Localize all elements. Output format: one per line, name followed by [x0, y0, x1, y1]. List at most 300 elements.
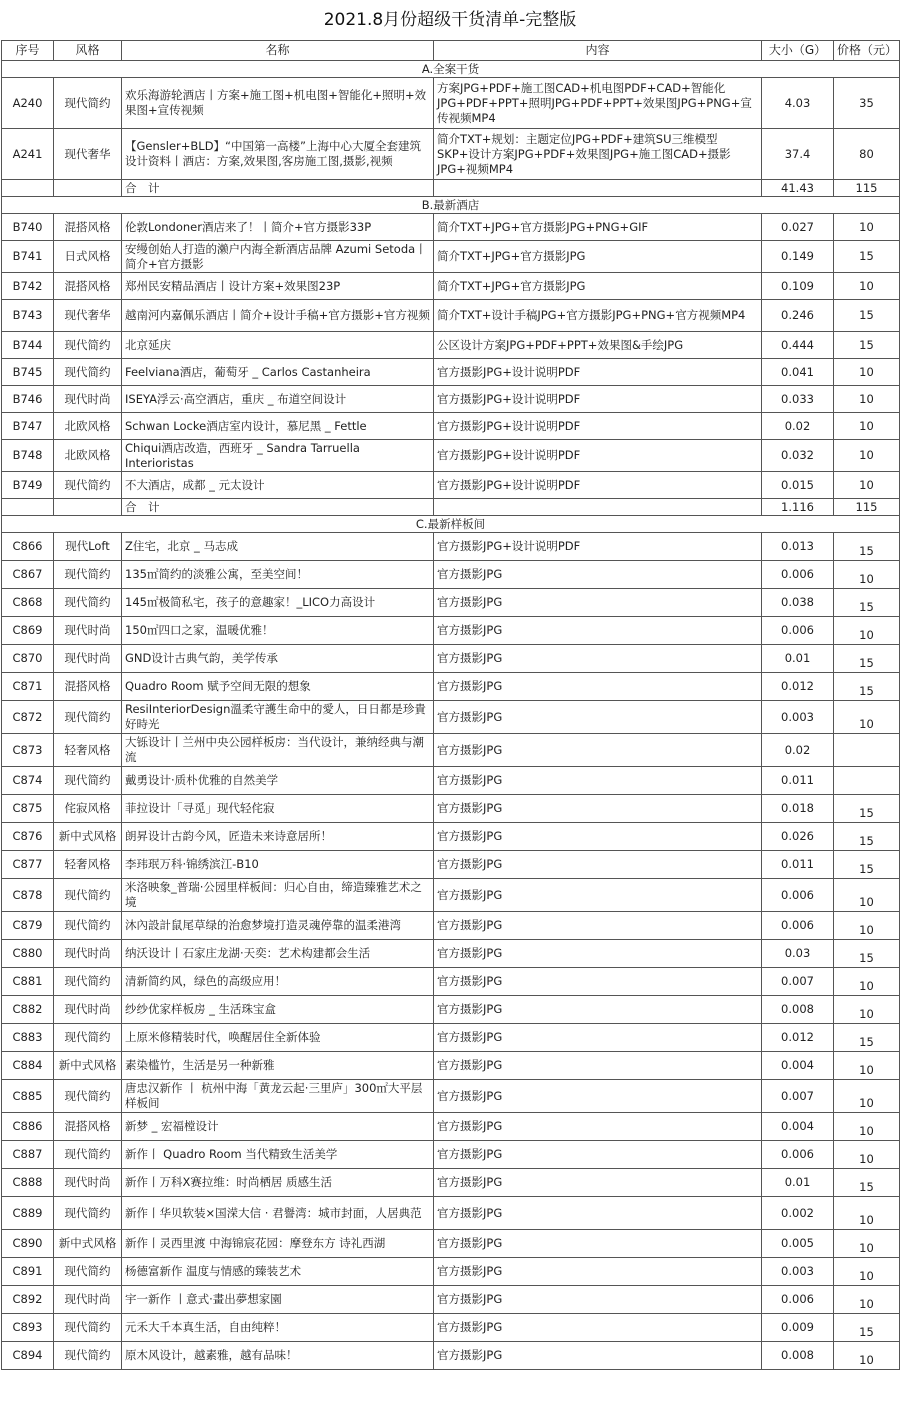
table-row — [2, 241, 900, 273]
row-name: 元禾大千本真生活，自由纯粹！ — [122, 1314, 434, 1342]
row-price: 10 — [834, 386, 900, 413]
row-id: A240 — [2, 78, 54, 129]
row-content: 官方摄影JPG+设计说明PDF — [434, 533, 762, 561]
total-empty — [2, 499, 54, 516]
row-content: 官方摄影JPG+设计说明PDF — [434, 359, 762, 386]
table-row — [2, 1314, 900, 1342]
row-size: 0.026 — [762, 823, 834, 851]
row-price: 10 — [834, 1052, 900, 1080]
row-style: 混搭风格 — [54, 273, 122, 300]
row-style: 现代奢华 — [54, 129, 122, 180]
row-price: 15 — [834, 645, 900, 673]
row-content: 官方摄影JPG — [434, 1197, 762, 1230]
row-name: 上原米修精装时代，唤醒居住全新体验 — [122, 1024, 434, 1052]
row-size: 0.006 — [762, 879, 834, 912]
row-size: 0.011 — [762, 851, 834, 879]
row-price: 15 — [834, 673, 900, 701]
row-id: B749 — [2, 472, 54, 499]
total-empty — [434, 499, 762, 516]
row-content: 官方摄影JPG — [434, 996, 762, 1024]
row-size: 0.003 — [762, 1258, 834, 1286]
row-price: 15 — [834, 823, 900, 851]
row-id: A241 — [2, 129, 54, 180]
row-name: 纳沃设计丨石家庄龙湖·天奕：艺术构建都会生活 — [122, 940, 434, 968]
table-row — [2, 1080, 900, 1113]
table-row — [2, 1024, 900, 1052]
row-price: 15 — [834, 795, 900, 823]
row-style: 现代奢华 — [54, 300, 122, 332]
row-id: B741 — [2, 241, 54, 273]
row-price: 15 — [834, 1169, 900, 1197]
row-name: 新梦 _ 宏福樘设计 — [122, 1113, 434, 1141]
row-content: 官方摄影JPG — [434, 1024, 762, 1052]
section-header: C.最新样板间 — [2, 516, 900, 533]
table-row — [2, 734, 900, 767]
row-style: 现代简约 — [54, 1080, 122, 1113]
row-name: 145㎡极简私宅，孩子的意趣家！_LICO力高设计 — [122, 589, 434, 617]
table-row — [2, 440, 900, 472]
row-id: C877 — [2, 851, 54, 879]
row-size: 0.01 — [762, 645, 834, 673]
total-price: 115 — [834, 499, 900, 516]
row-price: 10 — [834, 1230, 900, 1258]
row-id: C872 — [2, 701, 54, 734]
table-row — [2, 589, 900, 617]
row-style: 现代简约 — [54, 1258, 122, 1286]
table-row — [2, 300, 900, 332]
row-style: 现代简约 — [54, 968, 122, 996]
row-id: B743 — [2, 300, 54, 332]
row-price — [834, 767, 900, 795]
table-row — [2, 996, 900, 1024]
table-row — [2, 1113, 900, 1141]
row-name: 【Gensler+BLD】“中国第一高楼”上海中心大厦全套建筑设计资料丨酒店：方案,效果图,客房施工图,摄影,视频 — [122, 129, 434, 180]
table-row — [2, 1286, 900, 1314]
row-content: 官方摄影JPG — [434, 1141, 762, 1169]
row-size: 0.01 — [762, 1169, 834, 1197]
row-price: 15 — [834, 851, 900, 879]
row-style: 现代简约 — [54, 472, 122, 499]
row-content: 官方摄影JPG — [434, 1314, 762, 1342]
row-name: 戴勇设计·质朴优雅的自然美学 — [122, 767, 434, 795]
row-price: 10 — [834, 968, 900, 996]
table-row — [2, 645, 900, 673]
row-content: 官方摄影JPG — [434, 701, 762, 734]
row-size: 0.246 — [762, 300, 834, 332]
table-row — [2, 968, 900, 996]
row-price: 10 — [834, 1286, 900, 1314]
row-price: 10 — [834, 1258, 900, 1286]
column-header: 价格（元） — [834, 41, 900, 61]
row-size: 0.006 — [762, 1141, 834, 1169]
row-price: 15 — [834, 241, 900, 273]
row-size: 0.009 — [762, 1314, 834, 1342]
row-content: 官方摄影JPG — [434, 1258, 762, 1286]
row-style: 现代时尚 — [54, 940, 122, 968]
row-id: C893 — [2, 1314, 54, 1342]
row-content: 官方摄影JPG — [434, 1113, 762, 1141]
row-size: 37.4 — [762, 129, 834, 180]
table-row — [2, 879, 900, 912]
row-id: C871 — [2, 673, 54, 701]
row-name: 不大酒店，成都 _ 元太设计 — [122, 472, 434, 499]
row-name: 米洛映象_普瑞·公园里样板间：归心自由，缔造臻雅艺术之境 — [122, 879, 434, 912]
row-price: 15 — [834, 533, 900, 561]
row-content: 官方摄影JPG — [434, 823, 762, 851]
row-name: 150㎡四口之家，温暖优雅！ — [122, 617, 434, 645]
row-size: 0.008 — [762, 996, 834, 1024]
row-style: 现代时尚 — [54, 1286, 122, 1314]
row-content: 公区设计方案JPG+PDF+PPT+效果图&手绘JPG — [434, 332, 762, 359]
row-content: 官方摄影JPG — [434, 879, 762, 912]
column-header: 名称 — [122, 41, 434, 61]
row-id: C875 — [2, 795, 54, 823]
row-style: 新中式风格 — [54, 1052, 122, 1080]
row-price: 80 — [834, 129, 900, 180]
section-header-row — [2, 197, 900, 214]
row-size: 0.012 — [762, 1024, 834, 1052]
row-content: 官方摄影JPG — [434, 1052, 762, 1080]
row-content: 官方摄影JPG — [434, 589, 762, 617]
row-content: 官方摄影JPG — [434, 561, 762, 589]
table-row — [2, 1197, 900, 1230]
header-row — [2, 41, 900, 61]
row-content: 简介TXT+规划：主题定位JPG+PDF+建筑SU三维模型SKP+设计方案JPG+PDF+效果图JPG+施工图CAD+摄影JPG+视频MP4 — [434, 129, 762, 180]
row-name: 朗昇设计古韵今风，匠造未来诗意居所！ — [122, 823, 434, 851]
row-size: 0.038 — [762, 589, 834, 617]
row-style: 现代简约 — [54, 561, 122, 589]
section-header: B.最新酒店 — [2, 197, 900, 214]
row-content: 简介TXT+设计手稿JPG+官方摄影JPG+PNG+官方视频MP4 — [434, 300, 762, 332]
row-style: 轻奢风格 — [54, 851, 122, 879]
row-id: B745 — [2, 359, 54, 386]
row-price: 10 — [834, 273, 900, 300]
row-content: 官方摄影JPG+设计说明PDF — [434, 386, 762, 413]
row-size: 0.004 — [762, 1113, 834, 1141]
row-size: 0.444 — [762, 332, 834, 359]
row-id: C889 — [2, 1197, 54, 1230]
row-name: 清新简约风，绿色的高级应用！ — [122, 968, 434, 996]
row-name: 原木风设计，越素雅，越有品味！ — [122, 1342, 434, 1370]
column-header: 风格 — [54, 41, 122, 61]
table-row — [2, 332, 900, 359]
row-name: Z住宅，北京 _ 马志成 — [122, 533, 434, 561]
row-name: Quadro Room 赋予空间无限的想象 — [122, 673, 434, 701]
row-style: 现代时尚 — [54, 1169, 122, 1197]
total-size: 1.116 — [762, 499, 834, 516]
row-price: 10 — [834, 1342, 900, 1370]
row-id: C894 — [2, 1342, 54, 1370]
row-name: 唐忠汉新作 丨 杭州中海「黄龙云起·三里庐」300㎡大平层样板间 — [122, 1080, 434, 1113]
row-style: 日式风格 — [54, 241, 122, 273]
table-row — [2, 1169, 900, 1197]
row-style: 轻奢风格 — [54, 734, 122, 767]
row-name: 135㎡简约的淡雅公寓，至美空间！ — [122, 561, 434, 589]
row-content: 方案JPG+PDF+施工图CAD+机电图PDF+CAD+智能化JPG+PDF+PPT+照明JPG+PDF+PPT+效果图JPG+PNG+宣传视频MP4 — [434, 78, 762, 129]
row-size: 0.008 — [762, 1342, 834, 1370]
row-price: 10 — [834, 440, 900, 472]
row-style: 现代简约 — [54, 589, 122, 617]
row-id: C883 — [2, 1024, 54, 1052]
row-size: 0.018 — [762, 795, 834, 823]
row-id: C878 — [2, 879, 54, 912]
row-content: 官方摄影JPG+设计说明PDF — [434, 440, 762, 472]
row-id: C870 — [2, 645, 54, 673]
row-name: 欢乐海游轮酒店丨方案+施工图+机电图+智能化+照明+效果图+宣传视频 — [122, 78, 434, 129]
row-content: 官方摄影JPG+设计说明PDF — [434, 413, 762, 440]
row-size: 0.027 — [762, 214, 834, 241]
row-id: C873 — [2, 734, 54, 767]
row-price: 10 — [834, 879, 900, 912]
table-row — [2, 795, 900, 823]
total-row — [2, 499, 900, 516]
row-price: 10 — [834, 1080, 900, 1113]
row-price: 15 — [834, 1314, 900, 1342]
total-empty — [2, 180, 54, 197]
row-name: 安缦创始人打造的濑户内海全新酒店品牌 Azumi Setoda丨简介+官方摄影 — [122, 241, 434, 273]
row-name: 新作丨万科X赛拉维：时尚栖居 质感生活 — [122, 1169, 434, 1197]
row-size: 0.015 — [762, 472, 834, 499]
row-size: 0.002 — [762, 1197, 834, 1230]
row-price: 10 — [834, 912, 900, 940]
table-row — [2, 273, 900, 300]
table-row — [2, 561, 900, 589]
row-style: 现代简约 — [54, 332, 122, 359]
column-header: 序号 — [2, 41, 54, 61]
total-size: 41.43 — [762, 180, 834, 197]
row-size: 0.03 — [762, 940, 834, 968]
row-size: 0.032 — [762, 440, 834, 472]
row-price: 10 — [834, 561, 900, 589]
row-name: 杨德富新作 温度与情感的臻装艺术 — [122, 1258, 434, 1286]
table-row — [2, 413, 900, 440]
row-id: C874 — [2, 767, 54, 795]
total-label: 合 计 — [122, 180, 434, 197]
row-id: C880 — [2, 940, 54, 968]
row-style: 现代简约 — [54, 78, 122, 129]
row-price: 10 — [834, 413, 900, 440]
row-id: C891 — [2, 1258, 54, 1286]
table-row — [2, 1141, 900, 1169]
row-id: B740 — [2, 214, 54, 241]
row-id: C869 — [2, 617, 54, 645]
table-row — [2, 1258, 900, 1286]
row-style: 侘寂风格 — [54, 795, 122, 823]
row-name: 宇一新作 丨意式·畫出夢想家園 — [122, 1286, 434, 1314]
row-size: 0.007 — [762, 968, 834, 996]
row-content: 官方摄影JPG — [434, 1230, 762, 1258]
row-id: C887 — [2, 1141, 54, 1169]
row-size: 0.033 — [762, 386, 834, 413]
row-name: ResiInteriorDesign溫柔守護生命中的愛人，日日都是珍貴好時光 — [122, 701, 434, 734]
row-content: 官方摄影JPG — [434, 940, 762, 968]
row-name: 新作丨灵西里渡 中海锦宸花园：摩登东方 诗礼西湖 — [122, 1230, 434, 1258]
table-row — [2, 1342, 900, 1370]
row-id: C882 — [2, 996, 54, 1024]
row-content: 官方摄影JPG — [434, 1169, 762, 1197]
total-label: 合 计 — [122, 499, 434, 516]
row-price: 10 — [834, 617, 900, 645]
row-style: 现代时尚 — [54, 617, 122, 645]
column-header: 大小（G） — [762, 41, 834, 61]
row-id: B744 — [2, 332, 54, 359]
table-row — [2, 129, 900, 180]
row-name: 伦敦Londoner酒店来了！丨简介+官方摄影33P — [122, 214, 434, 241]
table-row — [2, 1052, 900, 1080]
row-name: 纱纱优家样板房 _ 生活珠宝盒 — [122, 996, 434, 1024]
row-style: 现代Loft — [54, 533, 122, 561]
row-id: B748 — [2, 440, 54, 472]
row-content: 官方摄影JPG — [434, 734, 762, 767]
row-name: 越南河内嘉佩乐酒店丨简介+设计手稿+官方摄影+官方视频 — [122, 300, 434, 332]
row-id: C892 — [2, 1286, 54, 1314]
table-row — [2, 701, 900, 734]
section-header-row — [2, 516, 900, 533]
table-row — [2, 912, 900, 940]
row-size: 0.109 — [762, 273, 834, 300]
row-name: 北京延庆 — [122, 332, 434, 359]
total-row — [2, 180, 900, 197]
row-size: 0.005 — [762, 1230, 834, 1258]
table-row — [2, 851, 900, 879]
row-style: 现代简约 — [54, 1314, 122, 1342]
row-size: 0.011 — [762, 767, 834, 795]
row-name: GND设计古典气韵，美学传承 — [122, 645, 434, 673]
table-row — [2, 214, 900, 241]
row-content: 官方摄影JPG — [434, 851, 762, 879]
total-empty — [54, 180, 122, 197]
row-size: 0.007 — [762, 1080, 834, 1113]
row-content: 官方摄影JPG — [434, 1080, 762, 1113]
row-id: C890 — [2, 1230, 54, 1258]
row-style: 现代简约 — [54, 912, 122, 940]
total-price: 115 — [834, 180, 900, 197]
row-size: 0.013 — [762, 533, 834, 561]
row-name: Schwan Locke酒店室内设计，慕尼黑 _ Fettle — [122, 413, 434, 440]
row-price: 10 — [834, 1141, 900, 1169]
row-id: C879 — [2, 912, 54, 940]
row-content: 官方摄影JPG — [434, 795, 762, 823]
row-size: 0.006 — [762, 561, 834, 589]
row-content: 简介TXT+JPG+官方摄影JPG — [434, 273, 762, 300]
table-row — [2, 386, 900, 413]
row-size: 0.041 — [762, 359, 834, 386]
row-price: 15 — [834, 1024, 900, 1052]
row-size: 0.012 — [762, 673, 834, 701]
row-id: B747 — [2, 413, 54, 440]
table-row — [2, 78, 900, 129]
row-style: 现代简约 — [54, 879, 122, 912]
row-style: 现代简约 — [54, 1141, 122, 1169]
row-content: 简介TXT+JPG+官方摄影JPG+PNG+GIF — [434, 214, 762, 241]
row-price: 10 — [834, 1113, 900, 1141]
row-price: 10 — [834, 701, 900, 734]
row-name: 菲拉设计「寻觅」现代轻侘寂 — [122, 795, 434, 823]
row-style: 北欧风格 — [54, 440, 122, 472]
row-id: C886 — [2, 1113, 54, 1141]
row-name: 沐內設計鼠尾草绿的治愈梦境打造灵魂停靠的温柔港湾 — [122, 912, 434, 940]
row-price: 10 — [834, 472, 900, 499]
section-header: A.全案干货 — [2, 61, 900, 78]
row-id: C867 — [2, 561, 54, 589]
row-id: C866 — [2, 533, 54, 561]
row-price: 10 — [834, 996, 900, 1024]
row-size: 0.003 — [762, 701, 834, 734]
row-style: 现代简约 — [54, 359, 122, 386]
row-style: 现代简约 — [54, 1342, 122, 1370]
table-row — [2, 823, 900, 851]
row-content: 官方摄影JPG — [434, 617, 762, 645]
row-style: 混搭风格 — [54, 673, 122, 701]
row-name: 新作丨华贝软装×国溁大信 · 君譽湾：城市封面，人居典范 — [122, 1197, 434, 1230]
row-id: C868 — [2, 589, 54, 617]
section-header-row — [2, 61, 900, 78]
row-content: 官方摄影JPG+设计说明PDF — [434, 472, 762, 499]
row-size: 4.03 — [762, 78, 834, 129]
row-name: 郑州民安精品酒店丨设计方案+效果图23P — [122, 273, 434, 300]
row-style: 北欧风格 — [54, 413, 122, 440]
row-size: 0.006 — [762, 617, 834, 645]
row-name: Feelviana酒店，葡萄牙 _ Carlos Castanheira — [122, 359, 434, 386]
table-row — [2, 673, 900, 701]
row-name: 素染槛竹，生活是另一种新雅 — [122, 1052, 434, 1080]
row-style: 现代时尚 — [54, 645, 122, 673]
row-price — [834, 734, 900, 767]
row-content: 官方摄影JPG — [434, 645, 762, 673]
row-style: 现代时尚 — [54, 386, 122, 413]
row-id: C885 — [2, 1080, 54, 1113]
row-size: 0.02 — [762, 734, 834, 767]
row-content: 官方摄影JPG — [434, 673, 762, 701]
row-price: 10 — [834, 359, 900, 386]
row-size: 0.004 — [762, 1052, 834, 1080]
row-name: Chiqui酒店改造，西班牙 _ Sandra Tarruella Interioristas — [122, 440, 434, 472]
row-size: 0.006 — [762, 1286, 834, 1314]
row-id: B746 — [2, 386, 54, 413]
row-id: B742 — [2, 273, 54, 300]
row-content: 官方摄影JPG — [434, 767, 762, 795]
inventory-table — [1, 40, 900, 1370]
row-style: 新中式风格 — [54, 823, 122, 851]
row-style: 现代时尚 — [54, 996, 122, 1024]
table-body — [2, 61, 900, 1370]
row-price: 15 — [834, 940, 900, 968]
table-row — [2, 767, 900, 795]
table-row — [2, 617, 900, 645]
row-size: 0.02 — [762, 413, 834, 440]
column-header: 内容 — [434, 41, 762, 61]
row-style: 现代简约 — [54, 767, 122, 795]
row-price: 15 — [834, 589, 900, 617]
row-style: 混搭风格 — [54, 1113, 122, 1141]
total-empty — [54, 499, 122, 516]
row-id: C876 — [2, 823, 54, 851]
row-content: 官方摄影JPG — [434, 968, 762, 996]
table-row — [2, 1230, 900, 1258]
row-content: 官方摄影JPG — [434, 1286, 762, 1314]
row-size: 0.006 — [762, 912, 834, 940]
row-style: 新中式风格 — [54, 1230, 122, 1258]
row-name: 李玮珉万科·锦绣滨江-B10 — [122, 851, 434, 879]
row-price: 10 — [834, 214, 900, 241]
row-price: 10 — [834, 1197, 900, 1230]
row-id: C888 — [2, 1169, 54, 1197]
row-style: 现代简约 — [54, 1197, 122, 1230]
row-style: 现代简约 — [54, 1024, 122, 1052]
row-id: C881 — [2, 968, 54, 996]
total-empty — [434, 180, 762, 197]
row-style: 混搭风格 — [54, 214, 122, 241]
